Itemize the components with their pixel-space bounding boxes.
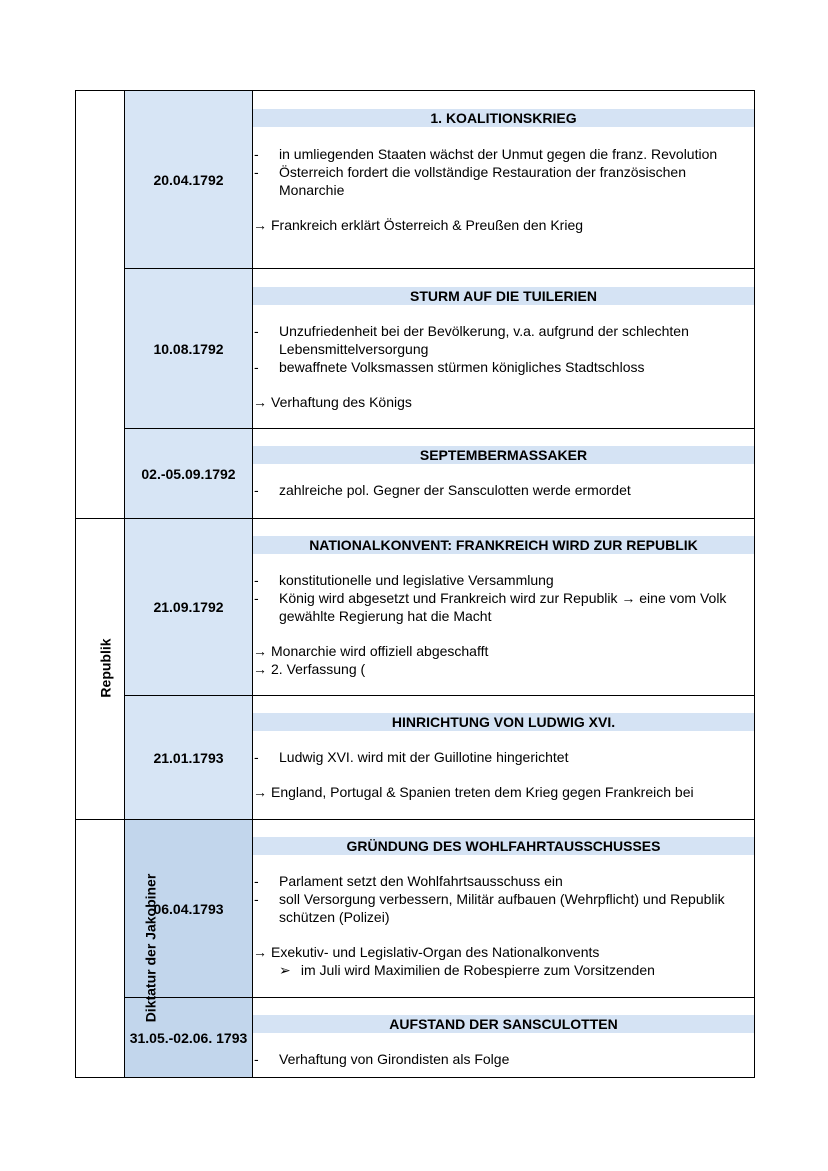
result-text: 2. Verfassung (: [271, 661, 366, 677]
bullet-item: - König wird abgesetzt und Frankreich wird zur Republik → eine vom Volk gewählte Regierung hat die Macht: [253, 589, 754, 625]
event-content: [253, 998, 755, 1078]
event-date: 06.04.1793: [125, 820, 253, 998]
bullet-item: - Österreich fordert die vollständige Restauration der französischen Monarchie: [253, 163, 754, 199]
event-content: [253, 429, 755, 519]
event-result: [253, 783, 754, 801]
arrow-icon: →: [253, 394, 267, 410]
result-text: Verhaftung des Königs: [271, 394, 412, 410]
event-row: [76, 91, 755, 269]
event-title: 1. KOALITIONSKRIEG: [253, 109, 754, 127]
result-text: Monarchie wird offiziell abgeschafft: [271, 643, 489, 659]
bullet-item: - konstitutionelle und legislative Versammlung: [253, 571, 754, 589]
event-title: GRÜNDUNG DES WOHLFAHRTAUSSCHUSSES: [253, 837, 754, 855]
event-content: [253, 820, 755, 998]
event-result: [253, 642, 754, 660]
event-row: [76, 998, 755, 1078]
sub-arrow-icon: ➢: [279, 962, 291, 978]
event-result: [253, 943, 754, 961]
subresult-text: im Juli wird Maximilien de Robespierre zum Vorsitzenden: [300, 962, 655, 978]
event-title: NATIONALKONVENT: FRANKREICH WIRD ZUR REPUBLIK: [253, 536, 754, 554]
event-content: [253, 696, 755, 820]
event-row: [76, 820, 755, 998]
bullet-item: - soll Versorgung verbessern, Militär aufbauen (Wehrpflicht) und Republik schützen (Polizei): [253, 890, 754, 926]
event-title: STURM AUF DIE TUILERIEN: [253, 287, 754, 305]
event-bullets: [253, 322, 754, 376]
event-bullets: [253, 872, 754, 926]
phase-cell: [76, 91, 125, 519]
bullet-item: - Unzufriedenheit bei der Bevölkerung, v.a. aufgrund der schlechten Lebensmittelversorgung: [253, 322, 754, 358]
bullet-item: - Verhaftung von Girondisten als Folge: [253, 1050, 754, 1068]
phase-cell: [76, 519, 125, 820]
bullet-item: - in umliegenden Staaten wächst der Unmut gegen die franz. Revolution: [253, 145, 754, 163]
bullet-item: - Ludwig XVI. wird mit der Guillotine hingerichtet: [253, 748, 754, 766]
arrow-icon: →: [253, 944, 267, 960]
bullet-item: - bewaffnete Volksmassen stürmen königliches Stadtschloss: [253, 358, 754, 376]
event-date: 20.04.1792: [125, 91, 253, 269]
event-result: [253, 393, 754, 411]
event-content: [253, 91, 755, 269]
event-date: 10.08.1792: [125, 269, 253, 429]
arrow-icon: →: [253, 661, 267, 677]
event-bullets: [253, 571, 754, 625]
event-result: [253, 660, 754, 678]
event-row: [76, 429, 755, 519]
arrow-icon: →: [253, 217, 267, 233]
event-bullets: [253, 748, 754, 766]
event-date: 21.09.1792: [125, 519, 253, 696]
result-text: Exekutiv- und Legislativ-Organ des Nationalkonvents: [271, 944, 600, 960]
event-title: SEPTEMBERMASSAKER: [253, 446, 754, 464]
event-row: [76, 519, 755, 696]
bullet-item: - zahlreiche pol. Gegner der Sansculotten werde ermordet: [253, 481, 754, 499]
event-date: 02.-05.09.1792: [125, 429, 253, 519]
phase-label: Diktatur der Jakobiner: [142, 873, 159, 1022]
event-date: 21.01.1793: [125, 696, 253, 820]
result-text: Frankreich erklärt Österreich & Preußen den Krieg: [271, 217, 584, 233]
result-text: England, Portugal & Spanien treten dem Krieg gegen Frankreich bei: [271, 784, 694, 800]
arrow-icon: →: [253, 643, 267, 659]
event-bullets: [253, 481, 754, 499]
event-bullets: [253, 1050, 754, 1068]
event-subresult: [253, 961, 754, 979]
event-date: 31.05.-02.06. 1793: [125, 998, 253, 1078]
event-content: [253, 269, 755, 429]
arrow-icon: →: [253, 784, 267, 800]
event-bullets: [253, 145, 754, 199]
event-title: HINRICHTUNG VON LUDWIG XVI.: [253, 713, 754, 731]
event-row: [76, 269, 755, 429]
bullet-item: - Parlament setzt den Wohlfahrtsausschuss ein: [253, 872, 754, 890]
event-row: [76, 696, 755, 820]
phase-cell: [76, 820, 159, 1078]
timeline-table: [75, 90, 755, 1078]
event-content: [253, 519, 755, 696]
event-title: AUFSTAND DER SANSCULOTTEN: [253, 1015, 754, 1033]
phase-label: Republik: [97, 638, 114, 698]
event-result: [253, 216, 754, 234]
